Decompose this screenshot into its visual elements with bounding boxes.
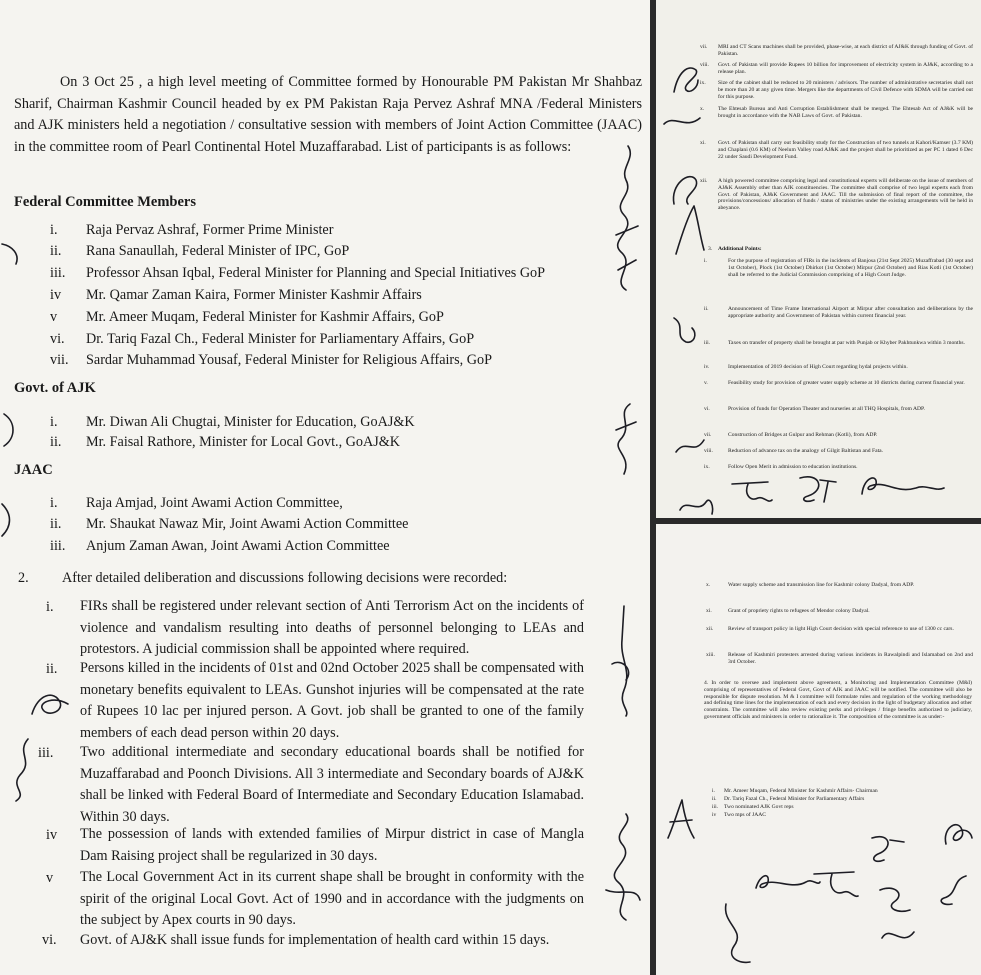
list-item-num: vii. [700, 44, 708, 50]
list-item-num: i. [704, 258, 707, 264]
list-item: Size of the cabinet shall be reduced to 20 ministers / advisors. The number of administrative secretaries shall not be more than 20 at any given time. Mergers like the departments of Civil Defence with SDMA will be carried out for this purpose. [718, 80, 973, 100]
list-item: Two additional intermediate and secondary educational boards shall be notified for Muzaffarabad and Poonch Divisions. All 3 intermediate and Secondary boards of AJ&K shall be linked with Federal Board of Intermediate and Secondary Education Islamabad. Within 30 days. [80, 744, 584, 825]
list-item-num: v [50, 309, 58, 325]
list-item: Mr. Faisal Rathore, Minister for Local Govt., GoAJ&K [86, 434, 401, 450]
list-item: Rana Sanaullah, Federal Minister of IPC, GoP [86, 243, 350, 259]
signature [940, 814, 976, 854]
list-item-num: xi. [700, 140, 706, 146]
list-item-num: ii. [50, 516, 62, 532]
list-item: Mr. Qamar Zaman Kaira, Former Minister Kashmir Affairs [86, 287, 422, 303]
list-item: Grant of propriety rights to refugees of Mendor colony Dadyal. [728, 608, 870, 614]
list-item: A high powered committee comprising legal and constitutional experts will deliberate on the issue of members of AJ&K Assembly other than AJK constituencies. The committee shall comprise of two legal experts each from Govt. of Pakistan, AJ&K Government and JAAC. Till the submission of final report of the committee, the provisions/concessions/ allocation of funds / status of ministries under the existing arrangements will be held in abeyance. [718, 178, 973, 212]
signature [600, 810, 646, 930]
list-item-num: ix. [704, 464, 710, 470]
list-item-num: v [46, 870, 54, 886]
list-item: Review of transport policy in light High Court decision with special reference to use of 1300 cc cars. [728, 626, 954, 632]
list-item: The possession of lands with extended families of Mirpur district in case of Mangla Dam Raising project shall be regularized in 30 days. [80, 826, 584, 864]
signature [670, 200, 713, 260]
list-item-num: iv [50, 287, 62, 303]
signature [662, 110, 702, 134]
list-item: Construction of Bridges at Gulpur and Rehman (Kotli), from ADP. [728, 432, 878, 438]
list-item-num: x. [700, 106, 705, 112]
section-number: 2. [18, 570, 29, 586]
section-number: 3. [708, 246, 713, 252]
section-heading: After detailed deliberation and discussions following decisions were recorded: [62, 570, 508, 586]
signature [856, 470, 946, 500]
signature [2, 735, 42, 805]
list-item: Implementation of 2019 decision of High Court regarding hydal projects within. [728, 364, 908, 370]
list-item-num: i. [50, 414, 58, 430]
list-item-num: vi. [50, 331, 65, 347]
signature [878, 918, 918, 958]
list-item-num: xii. [706, 626, 714, 632]
signature [666, 312, 702, 348]
signature [608, 400, 642, 480]
list-item: Raja Amjad, Joint Awami Action Committee, [86, 495, 343, 511]
list-item-num: iii. [50, 538, 66, 554]
list-item: Mr. Ameer Muqam, Federal Minister for Kashmir Affairs- Chairman [724, 788, 878, 794]
list-item-num: ix. [700, 80, 706, 86]
list-item: MRI and CT Scans machines shall be provided, phase-wise, at each district of AJ&K through funding of Govt. of Pakistan. [718, 44, 973, 57]
list-item-num: vii. [704, 432, 712, 438]
list-item-num: i. [712, 788, 715, 794]
list-item-num: xii. [700, 178, 708, 184]
list-item: Follow Open Merit in admission to education institutions. [728, 464, 858, 470]
list-item-num: xiii. [706, 652, 715, 658]
document-page-3 [656, 524, 981, 975]
list-item-num: x. [706, 582, 711, 588]
list-item: Anjum Zaman Awan, Joint Awami Action Committee [86, 538, 390, 554]
list-item: The Local Government Act in its current shape shall be brought in conformity with the spirit of the original Local Govt. Act of 1990 and in accordance with the judgments on the subject by Apex courts in 90 days. [80, 869, 584, 929]
signature [660, 794, 700, 844]
list-item: Persons killed in the incidents of 01st and 02nd October 2025 shall be compensated with monetary benefits equivalent to LEAs. Gunshot injuries will be compensated at the rate of Rupees 10 lac per injured person. A Govt. job shall be granted to one of the family members of each dead person within 20 days. [80, 660, 584, 741]
list-item: Provision of funds for Operation Theater and nurseries at all THQ Hospitals, from ADP. [728, 406, 925, 412]
signature [672, 430, 708, 460]
signature [728, 476, 774, 508]
signature [668, 58, 702, 98]
list-item-num: ii. [50, 434, 62, 450]
list-item: Reduction of advance tax on the analogy of Gilgit Baltistan and Fata. [728, 448, 884, 454]
list-item: Govt. of AJ&K shall issue funds for implementation of health card within 15 days. [80, 932, 550, 948]
list-item: Mr. Diwan Ali Chugtai, Minister for Education, GoAJ&K [86, 414, 415, 430]
list-item: Dr. Tariq Fazal Ch., Federal Minister for Parliamentary Affairs [724, 796, 865, 802]
list-item-num: viii. [700, 62, 709, 68]
signature [0, 410, 20, 450]
signature [606, 140, 646, 300]
list-item-num: iii. [38, 745, 54, 761]
list-item-num: viii. [704, 448, 713, 454]
federal-committee-heading: Federal Committee Members [14, 194, 196, 210]
list-item: Govt. of Pakistan will provide Rupees 10 billion for improvement of electricity system in AJ&K, according to a release plan. [718, 62, 973, 75]
list-item-num: iv [712, 812, 717, 818]
list-item: Sardar Muhammad Yousaf, Federal Minister for Religious Affairs, GoP [86, 352, 493, 368]
signature [0, 500, 16, 540]
jaac-heading: JAAC [14, 462, 53, 478]
govt-ajk-heading: Govt. of AJK [14, 380, 96, 396]
list-item: Raja Pervaz Ashraf, Former Prime Minister [86, 222, 334, 238]
intro-paragraph: On 3 Oct 25 , a high level meeting of Committee formed by Honourable PM Pakistan Mr Shahbaz Sharif, Chairman Kashmir Council headed by ex PM Pakistan Raja Pervez Ashraf MNA /Federal Ministers and AJK ministers held a negotiation / consultative session with members of Joint Action Committee (JAAC) in the committee room of Pearl Continental Hotel Muzaffarabad. List of participants is as follows: [14, 74, 642, 155]
signature [676, 492, 716, 518]
list-item: Announcement of Time Frame International Airport at Mirpur after consultation and deliberations by the appropriate authority and Government of Pakistan within current financial year. [728, 306, 973, 319]
list-item-num: iii. [50, 265, 66, 281]
list-item: Taxes on transfer of property shall be brought at par with Punjab or Khyber Pakhtunkwa within 3 months. [728, 340, 965, 346]
list-item-num: ii. [712, 796, 717, 802]
list-item-num: xi. [706, 608, 712, 614]
list-item: FIRs shall be registered under relevant section of Anti Terrorism Act on the incidents of violence and vandalism resulting into deaths of personnel belonging to LEAs and protestors. A judicial commission shall be appointed where required. [80, 598, 584, 658]
signature [790, 472, 842, 508]
signature [874, 880, 914, 920]
list-item: For the purpose of registration of FIRs in the incidents of Banjosa (21st Sept 2025) Muzaffrabad (30 sept and 1st October), Plock (1st October) Dhirkot (1st October) Mirpur (2nd October) and Rias Kotli (1st October) shall be referred to the Judicial Commission comprising of a High Court Judge. [728, 258, 973, 278]
list-item: Two nominated AJK Govt reps [724, 804, 794, 810]
document-page-2 [656, 0, 981, 518]
list-item-num: i. [50, 495, 58, 511]
list-item-num: iv. [704, 364, 710, 370]
list-item: Water supply scheme and transmission line for Kashmir colony Dadyal, from ADP. [728, 582, 915, 588]
signature [604, 600, 644, 720]
list-item: Feasibility study for provision of greater water supply scheme at 10 districts during current financial year. [728, 380, 965, 386]
list-item: Dr. Tariq Fazal Ch., Federal Minister for Parliamentary Affairs, GoP [86, 331, 475, 347]
section-heading: Additional Points: [718, 246, 762, 252]
list-item-num: i. [46, 599, 54, 615]
monitoring-committee-paragraph: 4. In order to oversee and implement above agreement, a Monitoring and Implementation Committee (M&I) comprising of representatives of Federal Govt, Govt of AJK and JAAC will be notified. The committee will also be responsible for dispute resolution. M & I committee will formulate rules and regulation of the working methodology and defining time lines for the implementation of each and every decision in the light of budgetary allocation and other constraints. The committee will also review existing perks and privileges / fringe benefits authorized to judiciary, government officials and ministers in order to rationalize it. The composition of the committee is as under:- [704, 680, 972, 720]
list-item: Professor Ahsan Iqbal, Federal Minister for Planning and Special Initiatives GoP [86, 265, 546, 281]
list-item: Mr. Shaukat Nawaz Mir, Joint Awami Action Committee [86, 516, 409, 532]
list-item-num: vi. [704, 406, 710, 412]
signature [810, 866, 860, 906]
signature [932, 870, 972, 910]
list-item: Release of Kashmiri protesters arrested during various incidents in Rawalpindi and Islamabad on 2nd and 3rd October. [728, 652, 973, 665]
list-item: Two mps of JAAC [724, 812, 767, 818]
signature [0, 240, 24, 270]
list-item-num: ii. [46, 661, 58, 677]
list-item: Govt. of Pakistan shall carry out feasibility study for the Construction of two tunnels at Kahori/Kamser (3.7 KM) and Chaplani (0.6 KM) of Neelum Valley road AJ&K and the project shall be prioritized as per PC 1 dated 6 Dec 22 under Saudi Development Fund. [718, 140, 973, 160]
list-item-num: ii. [704, 306, 709, 312]
list-item-num: ii. [50, 243, 62, 259]
list-item: The Ehtesab Bureau and Anti Corruption Establishment shall be merged. The Ehtesab Act of AJ&K will be brought in accordance with the NAB Laws of Govt. of Pakistan. [718, 106, 973, 119]
list-item-num: i. [50, 222, 58, 238]
list-item-num: iii. [712, 804, 719, 810]
list-item-num: v. [704, 380, 708, 386]
signature [24, 684, 74, 724]
list-item-num: iii. [704, 340, 711, 346]
list-item-num: iv [46, 827, 58, 843]
list-item-num: vii. [50, 352, 69, 368]
list-item-num: vi. [42, 932, 57, 948]
list-item: Mr. Ameer Muqam, Federal Minister for Kashmir Affairs, GoP [86, 309, 444, 325]
signature [862, 830, 908, 870]
signature [716, 900, 756, 970]
